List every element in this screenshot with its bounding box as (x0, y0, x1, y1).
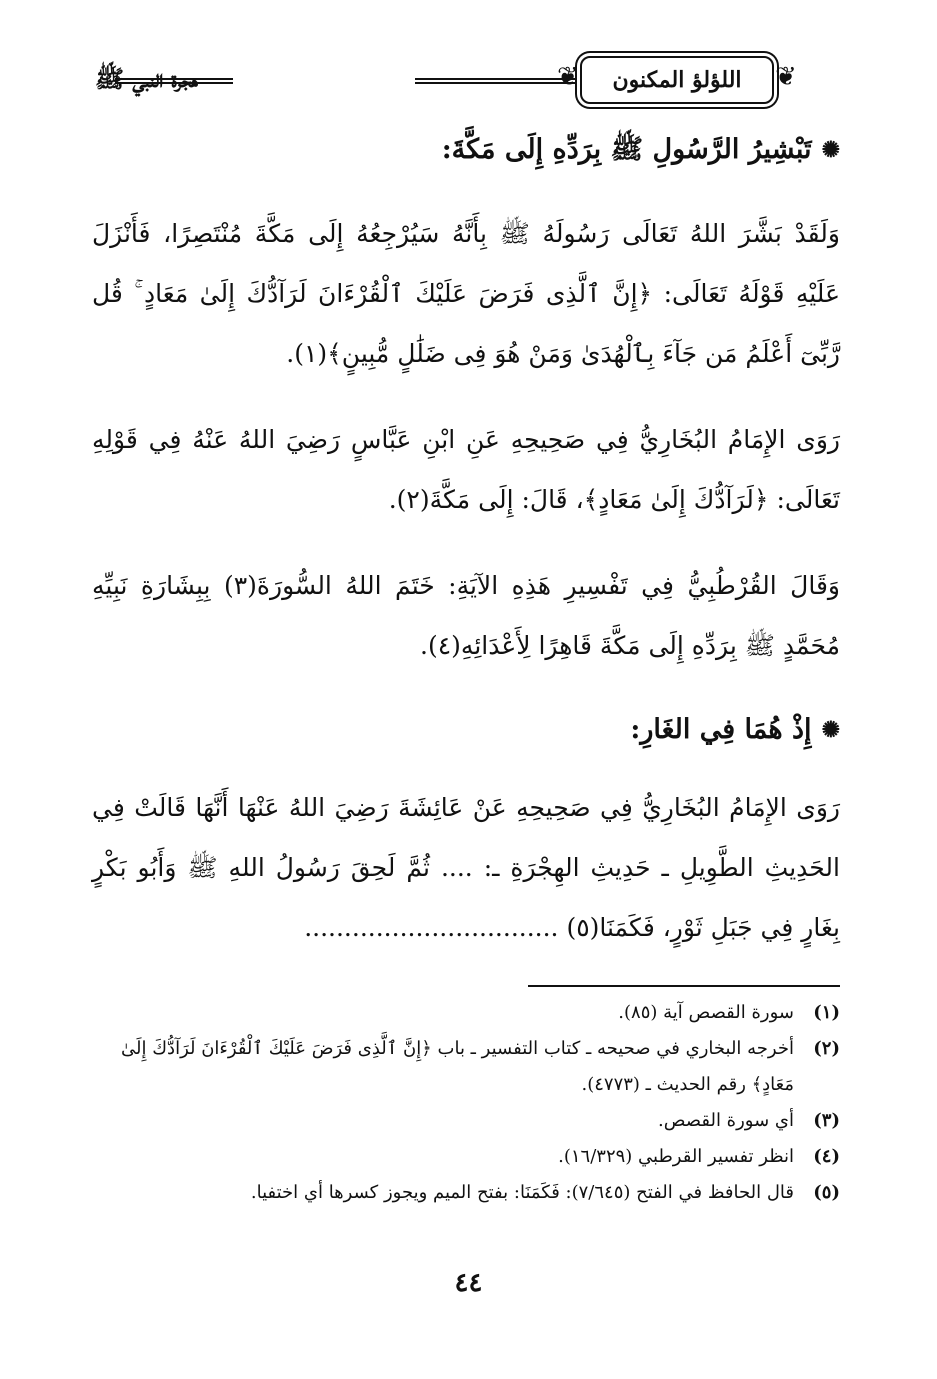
footnote (92, 1175, 840, 1211)
footnote-number: (٤) (813, 1146, 840, 1167)
header-ornament-right: ❦ (775, 62, 797, 92)
header-rule-left (115, 78, 233, 84)
header-ornament-left: ❦ (557, 62, 579, 92)
paragraph: رَوَى الإِمَامُ البُخَارِيُّ فِي صَحِيحِهِ عَنِ ابْنِ عَبَّاسٍ رَضِيَ اللهُ عَنْهُ فِي قَوْلِهِ تَعَالَى: ﴿لَرَآدُّكَ إِلَىٰ مَعَادٍ﴾، قَالَ: إِلَى مَكَّةَ(٢). (92, 425, 840, 514)
footnote-text: قال الحافظ في الفتح (٧/٦٤٥): فَكَمَنَا: بفتح الميم ويجوز كسرها أي اختفيا. (250, 1182, 794, 1203)
footnote (92, 995, 840, 1031)
section-heading (92, 708, 840, 752)
page-number: ٤٤ (454, 1268, 483, 1298)
header-section-title: هجرة النبي ﷺ (95, 64, 198, 93)
running-header (95, 52, 835, 112)
footnote-text: أخرجه البخاري في صحيحه ـ كتاب التفسير ـ باب ﴿إِنَّ ٱلَّذِى فَرَضَ عَلَيْكَ ٱلْقُرْءَانَ لَرَآدُّكَ إِلَىٰ مَعَادٍ﴾ رقم الحديث ـ (٤٧٧٣). (121, 1038, 794, 1095)
flower-bullet-icon: ✺ (821, 717, 840, 743)
footnotes (92, 995, 840, 1211)
footnote (92, 1103, 840, 1139)
section-heading-text: تَبْشِيرُ الرَّسُولِ ﷺ بِرَدِّهِ إِلَى مَكَّةَ: (441, 134, 812, 165)
flower-bullet-icon: ✺ (821, 137, 840, 163)
section-heading-text: إِذْ هُمَا فِي الغَارِ: (630, 714, 812, 745)
footnote-number: (٥) (813, 1182, 840, 1203)
header-book-title: اللؤلؤ المكنون (612, 67, 742, 93)
main-content (92, 128, 840, 958)
footnote-number: (٢) (813, 1038, 840, 1059)
footnote-text: انظر تفسير القرطبي (١٦/٣٢٩). (558, 1146, 794, 1167)
section-heading (92, 128, 840, 172)
paragraph: وَقَالَ القُرْطُبِيُّ فِي تَفْسِيرِ هَذِهِ الآيَةِ: خَتَمَ اللهُ السُّورَةَ(٣) بِبِشَارَةِ نَبِيِّهِ مُحَمَّدٍ ﷺ بِرَدِّهِ إِلَى مَكَّةَ قَاهِرًا لِأَعْدَائِهِ(٤). (92, 571, 840, 660)
footnote-number: (٣) (813, 1110, 840, 1131)
header-cartouche (580, 56, 774, 104)
paragraph: وَلَقَدْ بَشَّرَ اللهُ تَعَالَى رَسُولَهُ ﷺ بِأَنَّهُ سَيُرْجِعُهُ إِلَى مَكَّةَ مُنْتَصِرًا، فَأَنْزَلَ عَلَيْهِ قَوْلَهُ تَعَالَى: ﴿إِنَّ ٱلَّذِى فَرَضَ عَلَيْكَ ٱلْقُرْءَانَ لَرَآدُّكَ إِلَىٰ مَعَادٍ ۚ قُل رَّبِّىٓ أَعْلَمُ مَن جَآءَ بِٱلْهُدَىٰ وَمَنْ هُوَ فِى ضَلَٰلٍ مُّبِينٍ﴾(١). (92, 219, 840, 368)
footnote-number: (١) (813, 1002, 840, 1023)
footnote-text: أي سورة القصص. (657, 1110, 794, 1131)
footnote (92, 1031, 840, 1103)
footnote-text: سورة القصص آية (٨٥). (618, 1002, 794, 1023)
footnote (92, 1139, 840, 1175)
paragraph: رَوَى الإِمَامُ البُخَارِيُّ فِي صَحِيحِهِ عَنْ عَائِشَةَ رَضِيَ اللهُ عَنْهَا أَنَّهَا قَالَتْ فِي الحَدِيثِ الطَّوِيلِ ـ حَدِيثِ الهِجْرَةِ ـ: .... ثُمَّ لَحِقَ رَسُولُ اللهِ ﷺ وَأَبُو بَكْرٍ بِغَارٍ فِي جَبَلِ ثَوْرٍ، فَكَمَنَا(٥) ................................ (92, 793, 840, 942)
footnote-separator (528, 985, 840, 987)
